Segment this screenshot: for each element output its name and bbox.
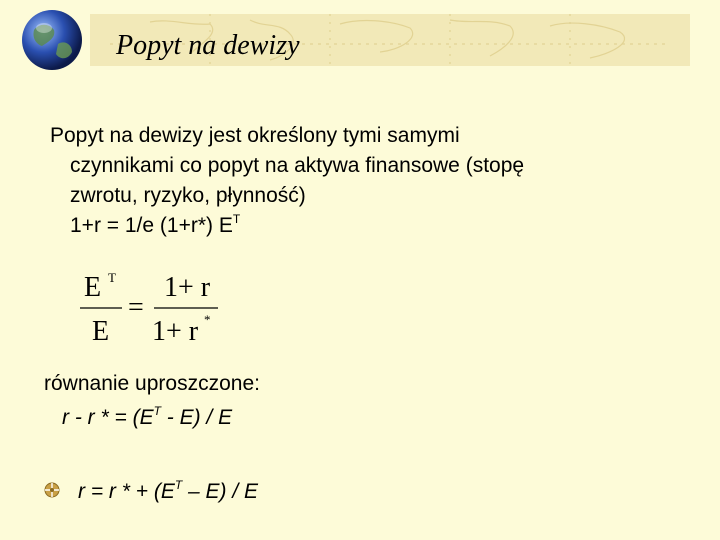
globe-icon — [20, 8, 84, 72]
paragraph-line: zwrotu, ryzyko, płynność) — [70, 184, 306, 207]
fraction-equation — [76, 268, 236, 348]
fraction-den-right: 1+ r — [152, 316, 199, 347]
compass-bullet-icon — [44, 482, 60, 498]
eq2-post: – E) / E — [182, 480, 259, 503]
eq1-sup: T — [153, 404, 161, 418]
simplified-equation — [62, 406, 232, 430]
simplified-label: równanie uproszczone: — [44, 372, 260, 395]
eq2-pre: r = r * + (E — [78, 480, 175, 503]
eq2-sup: T — [174, 478, 183, 492]
fraction-num-right: 1+ r — [164, 272, 211, 303]
fraction-equals: = — [128, 292, 144, 323]
fraction-den-left: E — [92, 316, 110, 347]
fraction-den-right-sup: * — [204, 312, 211, 327]
fraction-num-left-sup: T — [108, 270, 116, 285]
slide-title: Popyt na dewizy — [116, 30, 300, 61]
fraction-num-left: E — [84, 272, 102, 303]
paragraph-line: czynnikami co popyt na aktywa finansowe (stopę — [70, 154, 525, 177]
eq1-pre: r - r * = (E — [62, 406, 154, 429]
bullet-equation — [78, 480, 258, 504]
eq1-post: - E) / E — [160, 406, 233, 429]
paragraph — [50, 121, 690, 241]
formula-sup: T — [232, 212, 241, 226]
formula-line — [50, 211, 690, 241]
formula-base: 1+r = 1/e (1+r*) E — [70, 214, 233, 237]
paragraph-line: Popyt na dewizy jest określony tymi samymi — [50, 124, 460, 147]
